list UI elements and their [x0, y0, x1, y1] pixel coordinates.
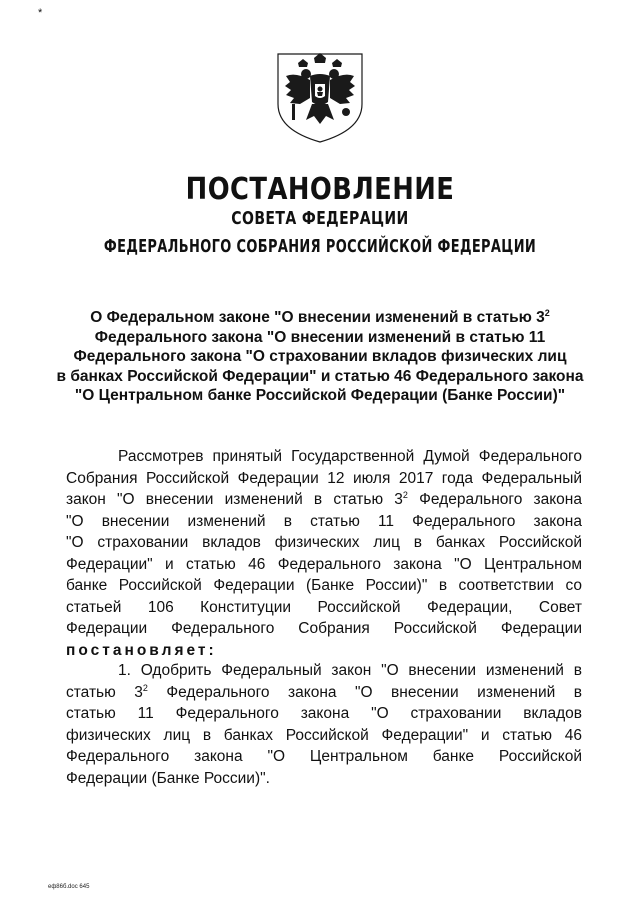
paragraph-line: закон "О внесении изменений в статью $3^2$ Федерального закона	[66, 490, 582, 508]
paragraph-line: "О страховании вкладов физических лиц в банках Российской	[66, 534, 582, 551]
document-title: ПОСТАНОВЛЕНИЕ	[185, 172, 455, 207]
issuer-name: СОВЕТА ФЕДЕРАЦИИ	[231, 208, 409, 229]
paragraph-line: "О внесении изменений в статью 11 Федерального закона	[66, 512, 582, 530]
subject-line: Федерального закона "О внесении изменений в статью 11	[94, 328, 546, 346]
paragraph-line: Федерального закона "О Центральном банке Российской	[66, 748, 582, 765]
paragraph-line: физических лиц в банках Российской Федерации" и статью 46	[66, 726, 582, 744]
paragraph-line: Собрания Российской Федерации 12 июля 2017 года Федеральный	[66, 469, 582, 487]
resolution-point-1	[66, 660, 582, 789]
subject-line: "О Центральном банке Российской Федерации (Банке России)"	[74, 387, 566, 404]
paragraph-line: банке Российской Федерации (Банке России)" в соответствии со	[66, 577, 582, 594]
preamble-paragraph	[66, 446, 582, 661]
paragraph-line: 1. Одобрить Федеральный закон "О внесении изменений в	[118, 662, 582, 679]
resolution-keyword: постановляет:	[66, 641, 217, 659]
document-subject	[40, 308, 600, 406]
paragraph-line: Федерации" и статью 46 Федерального закона "О Центральном	[66, 555, 582, 573]
paragraph-line: статью 11 Федерального закона "О страховании вкладов	[66, 705, 582, 722]
paragraph-line: статьей 106 Конституции Российской Федерации, Совет	[66, 598, 582, 616]
subject-line: О Федеральном законе "О внесении изменений в статью $3^2$	[90, 308, 550, 326]
document-file-code: еф86б.doc 645	[48, 884, 90, 890]
paragraph-line: Федерации Федерального Собрания Российской Федерации	[66, 620, 582, 637]
issuer-full-name: ФЕДЕРАЛЬНОГО СОБРАНИЯ РОССИЙСКОЙ ФЕДЕРАЦИИ	[103, 236, 537, 257]
paragraph-line: Федерации (Банке России)".	[66, 769, 270, 787]
subject-line: в банках Российской Федерации" и статью 46 Федерального закона	[56, 367, 584, 385]
paragraph-line: статью $3^2$ Федерального закона "О внесении изменений в	[66, 682, 582, 701]
page-mark: *	[38, 7, 43, 19]
subject-line: Федерального закона "О страховании вкладов физических лиц	[73, 348, 567, 365]
russian-coat-of-arms-icon	[270, 46, 370, 146]
paragraph-line: Рассмотрев принятый Государственной Думой Федерального	[118, 448, 582, 465]
